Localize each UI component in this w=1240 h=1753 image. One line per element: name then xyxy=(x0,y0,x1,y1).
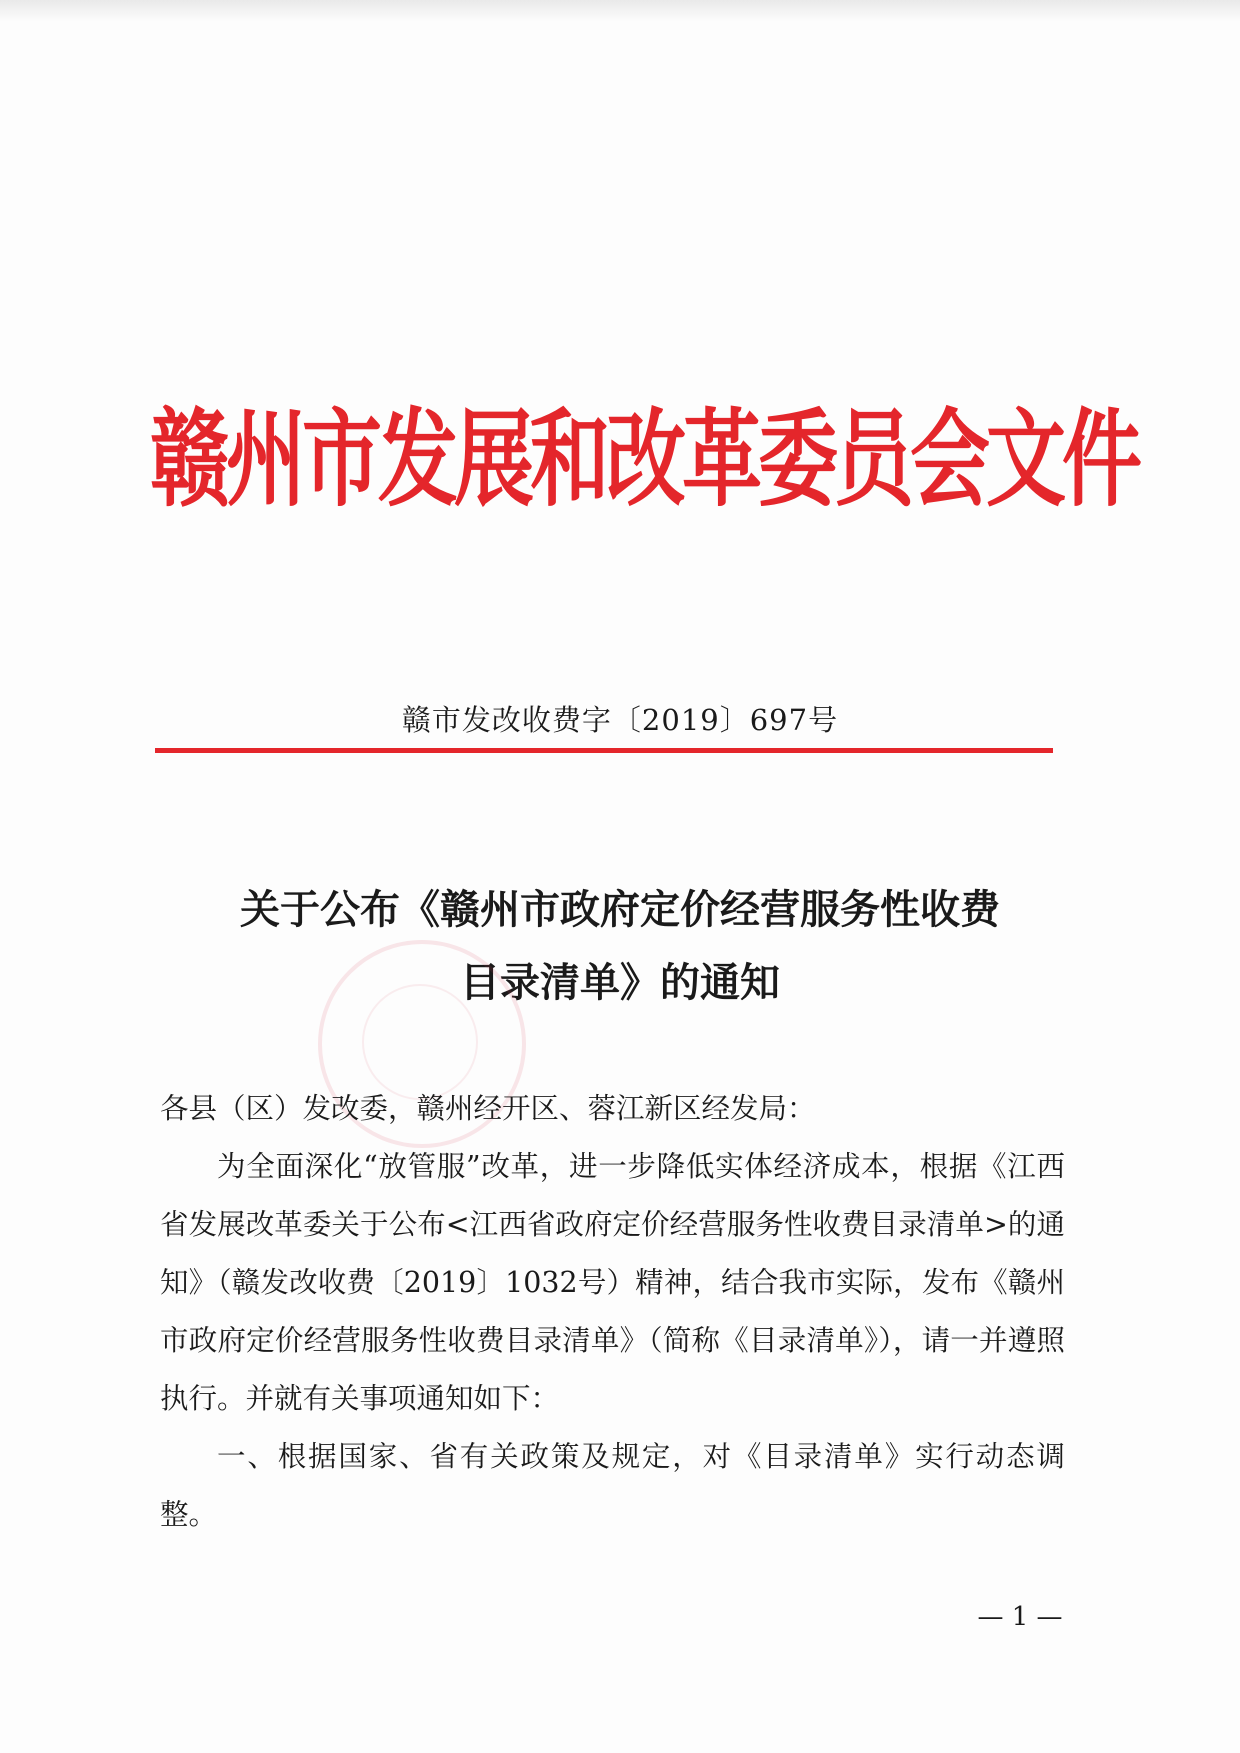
body-paragraph-1: 为全面深化“放管服”改革，进一步降低实体经济成本，根据《江西省发展改革委关于公布<江西省政府定价经营服务性收费目录清单>的通知》（赣发改收费〔2019〕1032号）精神，结合我市实际，发布《赣州市政府定价经营服务性收费目录清单》（简称《目录清单》），请一并遵照执行。并就有关事项通知如下： xyxy=(160,1150,1065,1415)
page-number: — 1 — xyxy=(977,1602,1063,1632)
salutation: 各县（区）发改委，赣州经开区、蓉江新区经发局： xyxy=(160,1092,816,1125)
scan-edge xyxy=(0,0,1240,22)
red-divider-line xyxy=(155,748,1053,753)
body-paragraph-2: 一、根据国家、省有关政策及规定，对《目录清单》实行动态调整。 xyxy=(160,1440,1065,1531)
notice-title-line-2: 目录清单》的通知 xyxy=(460,960,780,1006)
org-header-title: 赣州市发展和改革委员会文件 xyxy=(150,398,1138,522)
document-number: 赣市发改收费字〔2019〕697号 xyxy=(401,703,839,737)
notice-title-line-1: 关于公布《赣州市政府定价经营服务性收费 xyxy=(240,887,1000,933)
